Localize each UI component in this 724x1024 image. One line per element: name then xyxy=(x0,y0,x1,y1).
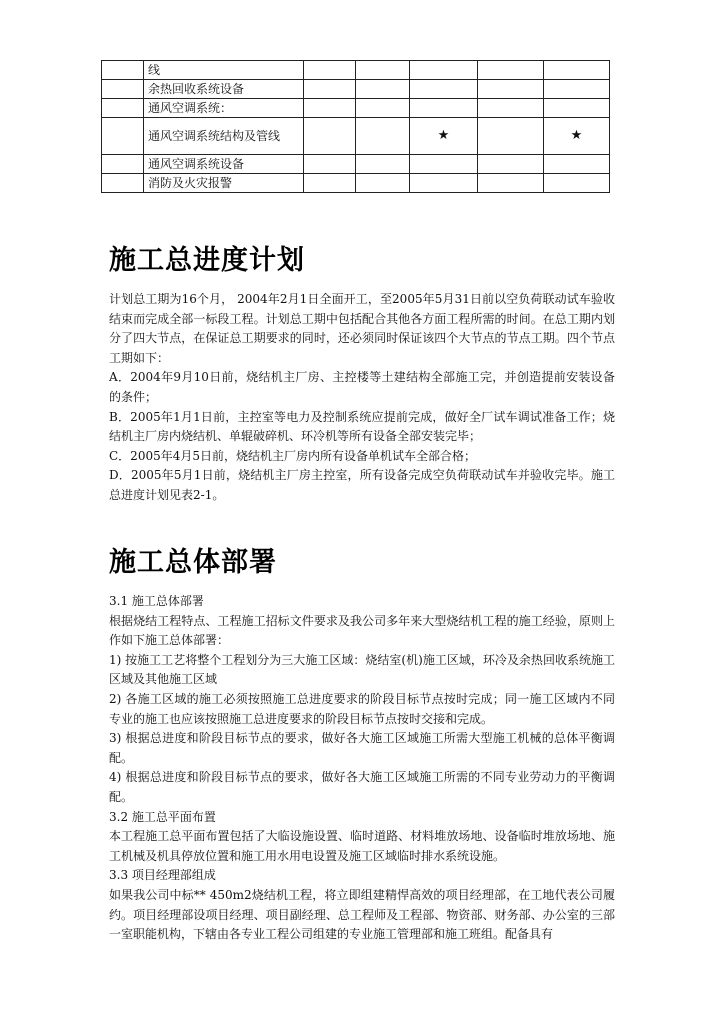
table-cell-empty xyxy=(356,99,410,118)
table-cell-empty xyxy=(304,155,356,174)
deployment-item-1: 1) 按施工工艺将整个工程划分为三大施工区域：烧结室(机)施工区域，环冷及余热回收系统施工区域及其他施工区域 xyxy=(109,652,615,687)
table-cell-empty xyxy=(410,99,478,118)
table-cell-empty xyxy=(356,80,410,99)
table-cell-empty xyxy=(544,61,610,80)
schedule-node-b: B．2005年1月1日前，主控室等电力及控制系统应提前完成，做好全厂试车调试准备工作；烧结机主厂房内烧结机、单辊破碎机、环冷机等所有设备全部安装完毕； xyxy=(109,409,615,444)
table-cell-empty xyxy=(304,118,356,155)
section-title-schedule: 施工总进度计划 xyxy=(109,245,305,276)
table-cell-empty xyxy=(478,99,544,118)
table-row xyxy=(102,99,610,118)
table-cell-empty xyxy=(544,80,610,99)
table-cell-empty xyxy=(304,61,356,80)
table-cell-empty xyxy=(544,99,610,118)
table-cell-empty xyxy=(478,174,544,193)
section-body-deployment xyxy=(109,592,615,945)
deployment-item-4: 4) 根据总进度和阶段目标节点的要求，做好各大施工区域施工所需的不同专业劳动力的平衡调配。 xyxy=(109,770,615,804)
table-cell-empty xyxy=(544,155,610,174)
organization-paragraph: 如果我公司中标** 450m2烧结机工程，将立即组建精悍高效的项目经理部，在工地代表公司履约。项目经理部设项目经理、项目副经理、总工程师及工程部、物资部、财务部、办公室的三部一室职能机构，下辖由各专业工程公司组建的专业施工管理部和施工班组。配备具有 xyxy=(109,887,615,942)
table-cell-empty xyxy=(410,174,478,193)
table-cell-empty xyxy=(478,61,544,80)
table-cell-blank xyxy=(102,80,144,99)
table-cell-empty xyxy=(544,174,610,193)
deployment-item-2: 2) 各施工区域的施工必须按照施工总进度要求的阶段目标节点按时完成；同一施工区域内不同专业的施工也应该按照施工总进度要求的阶段目标节点按时交接和完成。 xyxy=(109,691,615,726)
table-cell-empty xyxy=(478,80,544,99)
layout-paragraph: 本工程施工总平面布置包括了大临设施设置、临时道路、材料堆放场地、设备临时堆放场地、施工机械及机具停放位置和施工用水用电设置及施工区域临时排水系统设施。 xyxy=(109,829,615,863)
deployment-item-3: 3) 根据总进度和阶段目标节点的要求，做好各大施工区域施工所需大型施工机械的总体平衡调配。 xyxy=(109,731,615,765)
table-cell-item: 余热回收系统设备 xyxy=(144,80,304,99)
table-cell-empty xyxy=(356,174,410,193)
subheading-3-2: 3.2 施工总平面布置 xyxy=(109,809,216,824)
table-cell-empty xyxy=(478,118,544,155)
star-mark: ★ xyxy=(544,118,610,155)
table-cell-blank xyxy=(102,118,144,155)
star-mark: ★ xyxy=(410,118,478,155)
schedule-paragraph: 计划总工期为16个月， 2004年2月1日全面开工，至2005年5月31日前以空负荷联动试车验收结束而完成全部一标段工程。计划总工期中包括配合其他各方面工程所需的时间。在总工期内划分了四大节点，在保证总工期要求的同时，还必须同时保证该四个大节点的节点工期。四个节点工期如下： xyxy=(109,292,615,365)
section-title-deployment: 施工总体部署 xyxy=(109,547,277,578)
table-cell-empty xyxy=(304,174,356,193)
table-row xyxy=(102,61,610,80)
table-cell-item: 通风空调系统： xyxy=(144,99,304,118)
table-row xyxy=(102,155,610,174)
deployment-paragraph: 根据烧结工程特点、工程施工招标文件要求及我公司多年来大型烧结机工程的施工经验，原则上作如下施工总体部署： xyxy=(109,613,615,648)
table-cell-blank xyxy=(102,174,144,193)
schedule-node-d: D．2005年5月1日前，烧结机主厂房主控室，所有设备完成空负荷联动试车并验收完毕。施工总进度计划见表2-1。 xyxy=(109,468,615,502)
schedule-table xyxy=(101,60,610,193)
table-cell-blank xyxy=(102,61,144,80)
table-cell-item: 线 xyxy=(144,61,304,80)
table-cell-empty xyxy=(410,61,478,80)
table-cell-item: 通风空调系统设备 xyxy=(144,155,304,174)
table-cell-empty xyxy=(356,118,410,155)
table-row xyxy=(102,118,610,155)
table-cell-item: 消防及火灾报警 xyxy=(144,174,304,193)
table-cell-blank xyxy=(102,155,144,174)
table-cell-empty xyxy=(356,155,410,174)
table-cell-empty xyxy=(410,155,478,174)
subheading-3-3: 3.3 项目经理部组成 xyxy=(109,868,216,883)
schedule-node-a: A．2004年9月10日前，烧结机主厂房、主控楼等土建结构全部施工完，并创造提前安装设备的条件； xyxy=(109,370,615,404)
table-cell-empty xyxy=(478,155,544,174)
schedule-node-c: C．2005年4月5日前，烧结机主厂房内所有设备单机试车全部合格； xyxy=(109,448,476,463)
table-cell-empty xyxy=(356,61,410,80)
subheading-3-1: 3.1 施工总体部署 xyxy=(109,594,204,608)
section-body-schedule xyxy=(109,290,615,506)
table-cell-empty xyxy=(304,99,356,118)
table-cell-blank xyxy=(102,99,144,118)
schedule-table-body xyxy=(102,61,610,193)
table-cell-item: 通风空调系统结构及管线 xyxy=(144,118,304,155)
table-row xyxy=(102,80,610,99)
table-cell-empty xyxy=(410,80,478,99)
table-row xyxy=(102,174,610,193)
table-cell-empty xyxy=(304,80,356,99)
